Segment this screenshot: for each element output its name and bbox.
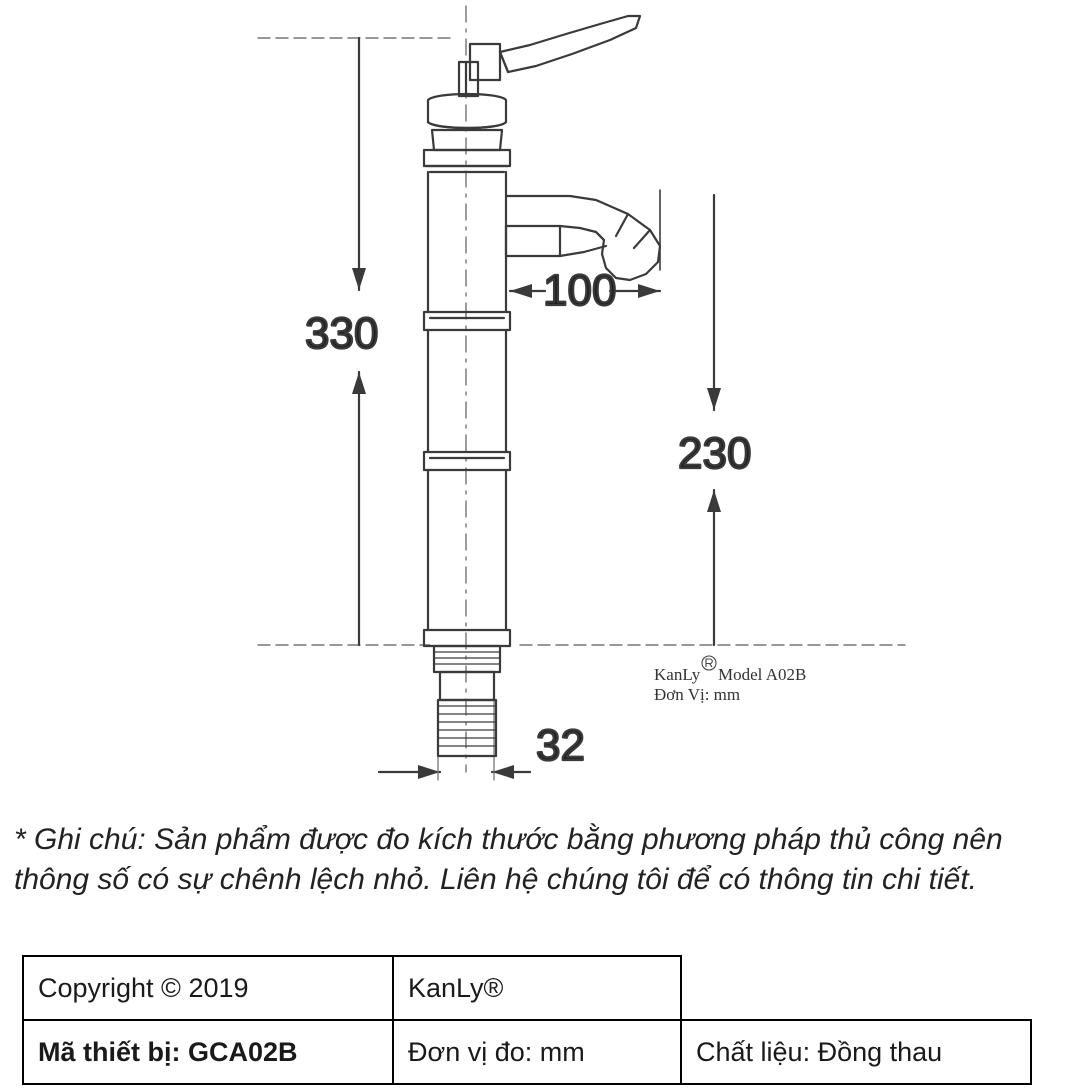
cell-empty xyxy=(681,956,1031,1020)
dimension-32-label: 32 xyxy=(536,721,585,770)
stamp-line-2: Đơn Vị: mm xyxy=(654,685,741,704)
brand-stamp xyxy=(654,656,806,704)
cell-brand: KanLy® xyxy=(393,956,681,1020)
table-row xyxy=(23,956,1031,1020)
info-table xyxy=(22,955,1032,1085)
dimension-330-label: 330 xyxy=(305,309,379,358)
dimension-230-label: 230 xyxy=(678,429,752,478)
dimension-100-label: 100 xyxy=(543,266,617,315)
cell-copyright: Copyright © 2019 xyxy=(23,956,393,1020)
cell-material: Chất liệu: Đồng thau xyxy=(681,1020,1031,1084)
stamp-line-1: KanLy xyxy=(654,665,701,684)
registered-mark-icon xyxy=(702,656,716,670)
cell-unit: Đơn vị đo: mm xyxy=(393,1020,681,1084)
dimension-230 xyxy=(660,190,721,645)
table-row xyxy=(23,1020,1031,1084)
dimension-32 xyxy=(379,700,530,780)
stamp-line-1b: Model A02B xyxy=(718,665,807,684)
cell-device-code: Mã thiết bị: GCA02B xyxy=(23,1020,393,1084)
note-text: * Ghi chú: Sản phẩm được đo kích thước bằng phương pháp thủ công nên thông số có sự chênh lệch nhỏ. Liên hệ chúng tôi để có thông tin chi tiết. xyxy=(14,823,1003,896)
